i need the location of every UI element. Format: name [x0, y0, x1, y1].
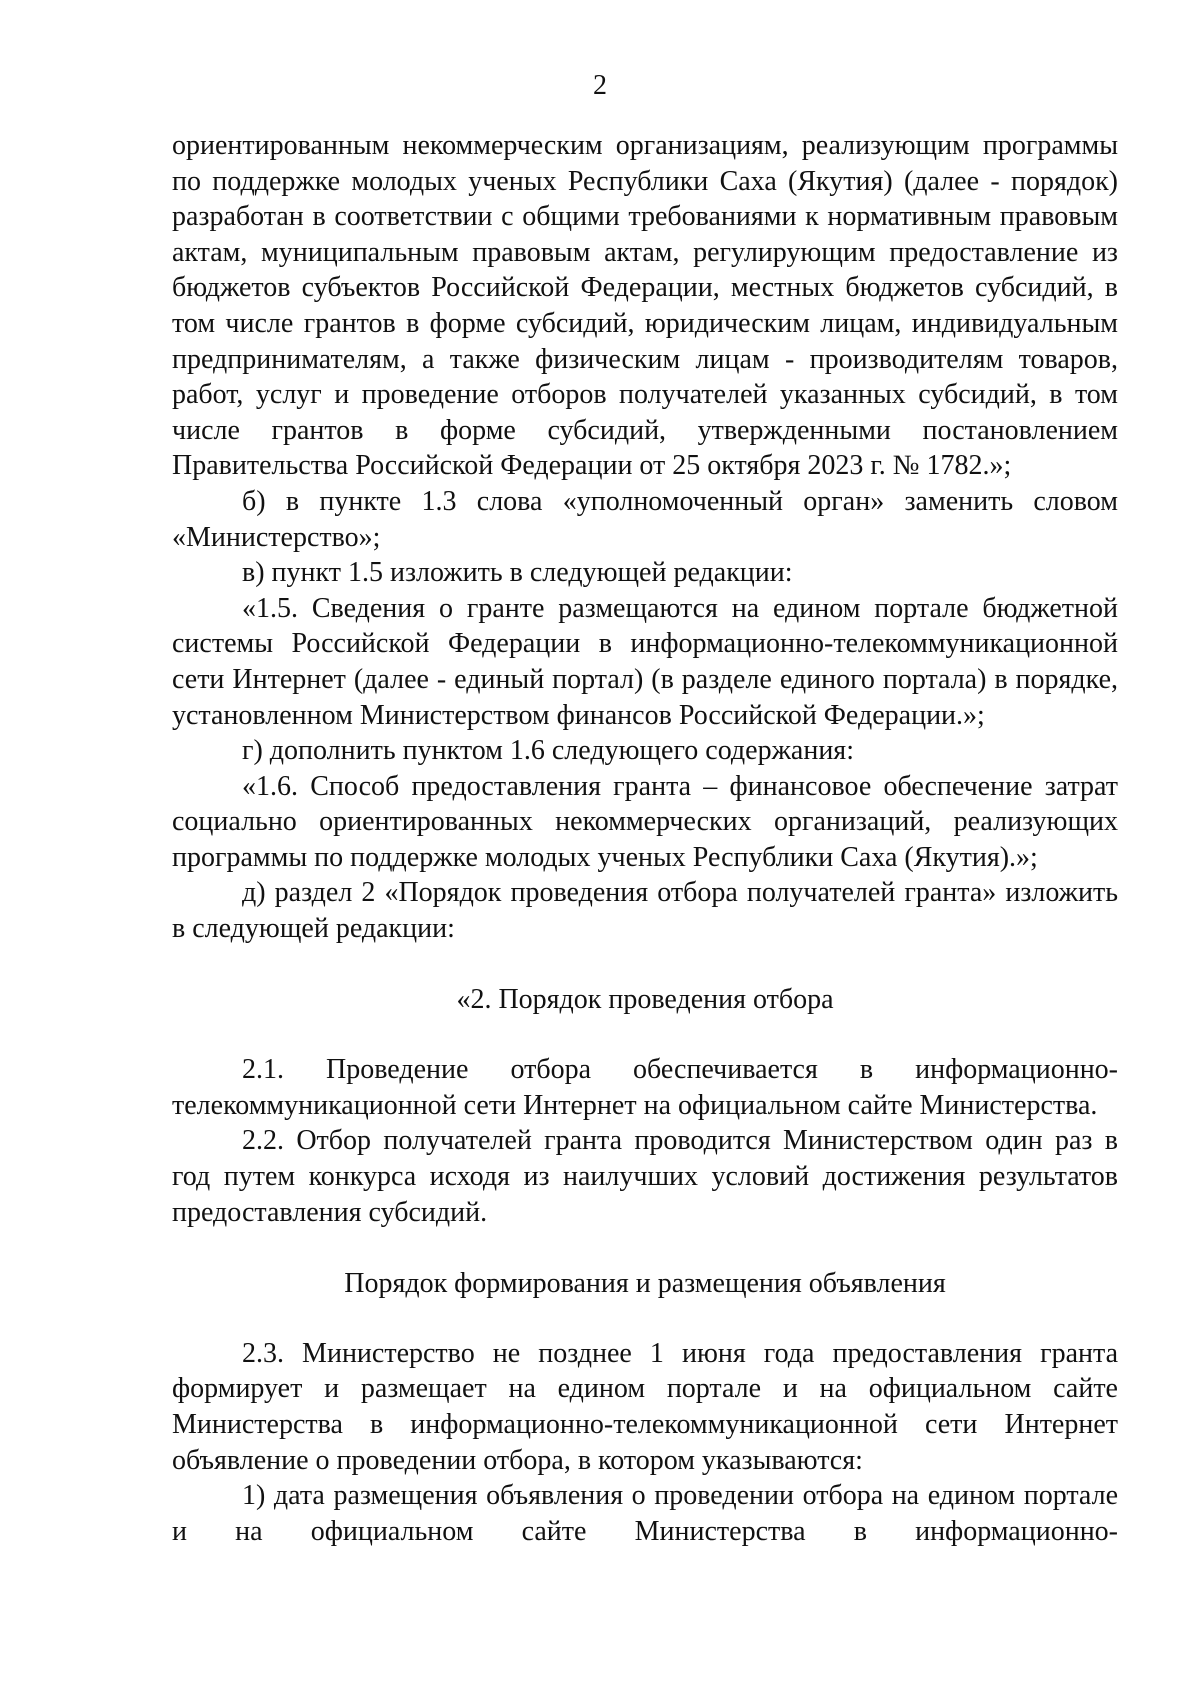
page-number: 2	[593, 70, 607, 101]
paragraph-subitem-1: 1) дата размещения объявления о проведении отбора на едином портале и на официальном сайте Министерства в информационно-	[172, 1480, 1118, 1547]
paragraph-item-b: б) в пункте 1.3 слова «уполномоченный орган» заменить словом «Министерство»;	[172, 485, 1118, 553]
paragraph-continuation: ориентированным некоммерческим организациям, реализующим программы по поддержке молодых ученых Республики Саха (Якутия) (далее - порядок) разработан в соответствии с общими требованиями к нормативным правовым актам, муниципальным правовым актам, регулирующим предоставление из бюджетов субъектов Российской Федерации, местных бюджетов субсидий, в том числе грантов в форме субсидий, юридическим лицам, индивидуальным предпринимателям, а также физическим лицам - производителям товаров, работ, услуг и проведение отборов получателей указанных субсидий, в том числе грантов в форме субсидий, утвержденными постановлением Правительства Российской Федерации от 25 октября 2023 г. № 1782.»;	[172, 130, 1118, 482]
paragraph-clause-2-3: 2.3. Министерство не позднее 1 июня года предоставления гранта формирует и размещает на едином портале и на официальном сайте Министерства в информационно-телекоммуникационной сети Интернет объявление о проведении отбора, в котором указываются:	[172, 1337, 1118, 1476]
paragraph-item-d: д) раздел 2 «Порядок проведения отбора получателей гранта» изложить в следующей редакции:	[172, 877, 1118, 945]
paragraph-clause-1-6: «1.6. Способ предоставления гранта – финансовое обеспечение затрат социально ориентированных некоммерческих организаций, реализующих программы по поддержке молодых ученых Республики Саха (Якутия).»;	[172, 770, 1118, 873]
paragraph-clause-1-5: «1.5. Сведения о гранте размещаются на едином портале бюджетной системы Российской Федерации в информационно-телекоммуникационной сети Интернет (далее - единый портал) (в разделе единого портала) в порядке, установленном Министерством финансов Российской Федерации.»;	[172, 592, 1118, 731]
paragraph-clause-2-1: 2.1. Проведение отбора обеспечивается в информационно-телекоммуникационной сети Интернет на официальном сайте Министерства.	[172, 1054, 1118, 1121]
paragraph-clause-2-2: 2.2. Отбор получателей гранта проводится Министерством один раз в год путем конкурса исходя из наилучших условий достижения результатов предоставления субсидий.	[172, 1125, 1118, 1228]
section-heading: «2. Порядок проведения отбора	[456, 983, 834, 1015]
paragraph-item-g: г) дополнить пунктом 1.6 следующего содержания:	[242, 735, 854, 767]
document-body	[172, 128, 1118, 1549]
paragraph-item-v: в) пункт 1.5 изложить в следующей редакции:	[242, 557, 793, 589]
subsection-heading: Порядок формирования и размещения объявления	[344, 1268, 946, 1300]
